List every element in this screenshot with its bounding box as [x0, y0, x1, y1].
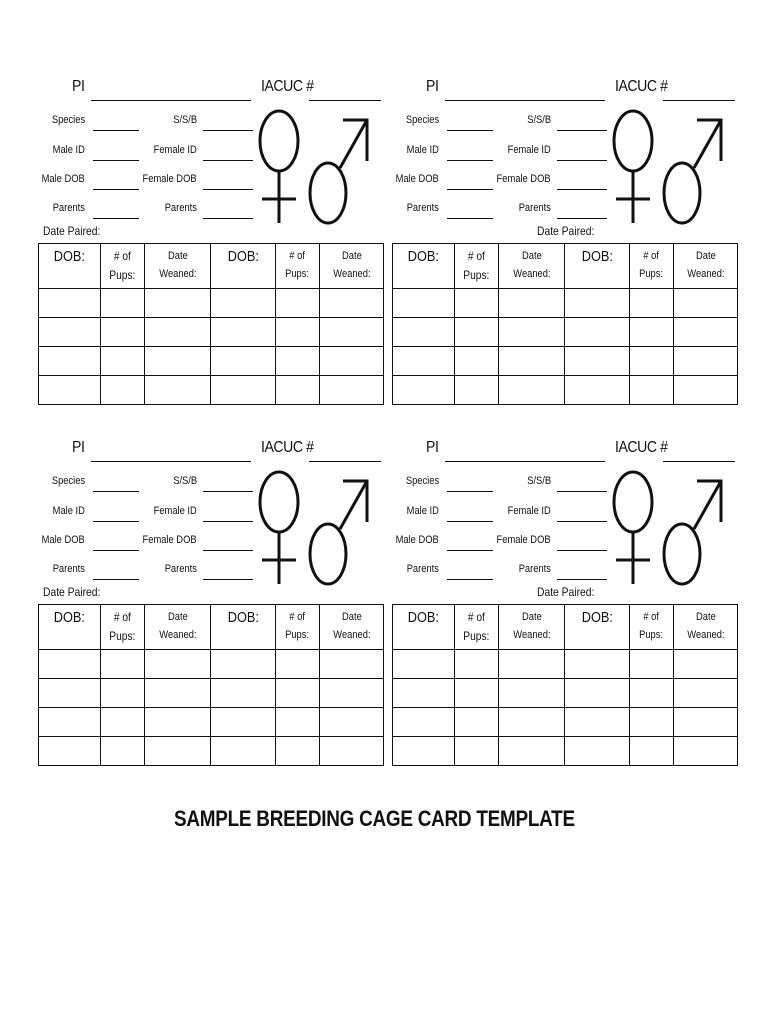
iacuc-field[interactable] [309, 461, 381, 462]
sex-symbols [255, 108, 371, 228]
female-id-field[interactable] [557, 521, 607, 522]
iacuc-label: IACUC # [615, 78, 668, 95]
species-field[interactable] [93, 491, 139, 492]
ssb-label: S/S/B [527, 114, 551, 126]
dob-header: DOB: [39, 605, 101, 650]
cage-card [391, 68, 737, 408]
pups-header: # of Pups: [101, 605, 145, 650]
table-row [393, 318, 738, 347]
table-row [39, 289, 384, 318]
species-field[interactable] [447, 130, 493, 131]
species-field[interactable] [447, 491, 493, 492]
female-symbol-icon [614, 111, 652, 223]
female-parents-field[interactable] [203, 218, 253, 219]
female-dob-label: Female DOB [142, 173, 197, 185]
dob-header: DOB: [39, 244, 101, 289]
pups-header: # of Pups: [455, 244, 499, 289]
weaned-header: Date Weaned: [320, 244, 384, 289]
male-id-label: Male ID [406, 144, 439, 156]
table-row [39, 708, 384, 737]
female-id-field[interactable] [203, 521, 253, 522]
male-parents-field[interactable] [447, 218, 493, 219]
ssb-label: S/S/B [173, 114, 197, 126]
date-paired-label: Date Paired: [43, 224, 101, 238]
female-dob-label: Female DOB [496, 173, 551, 185]
male-parents-field[interactable] [93, 218, 139, 219]
table-row [39, 347, 384, 376]
dob-header: DOB: [565, 244, 630, 289]
female-dob-field[interactable] [203, 189, 253, 190]
table-row [39, 737, 384, 766]
dob-header: DOB: [211, 244, 276, 289]
male-id-label: Male ID [52, 144, 85, 156]
parents-label: Parents [518, 563, 551, 575]
iacuc-label: IACUC # [261, 78, 314, 95]
ssb-field[interactable] [203, 491, 253, 492]
parents-label: Parents [406, 563, 439, 575]
male-id-field[interactable] [447, 521, 493, 522]
male-id-field[interactable] [447, 160, 493, 161]
male-dob-field[interactable] [93, 189, 139, 190]
iacuc-label: IACUC # [261, 439, 314, 456]
male-dob-field[interactable] [447, 550, 493, 551]
parents-label: Parents [164, 202, 197, 214]
litter-table [392, 604, 738, 766]
iacuc-label: IACUC # [615, 439, 668, 456]
female-parents-field[interactable] [557, 218, 607, 219]
sex-symbols [255, 469, 371, 589]
table-row [393, 679, 738, 708]
table-row [393, 289, 738, 318]
male-dob-label: Male DOB [395, 173, 439, 185]
ssb-label: S/S/B [527, 475, 551, 487]
male-symbol-icon [664, 120, 721, 223]
table-row [393, 347, 738, 376]
pi-field[interactable] [445, 461, 605, 462]
pi-label: PI [72, 78, 85, 95]
ssb-field[interactable] [203, 130, 253, 131]
species-label: Species [51, 114, 85, 126]
pups-header: # of Pups: [276, 605, 320, 650]
weaned-header: Date Weaned: [674, 244, 738, 289]
female-dob-label: Female DOB [142, 534, 197, 546]
female-id-field[interactable] [203, 160, 253, 161]
iacuc-field[interactable] [309, 100, 381, 101]
table-row [393, 737, 738, 766]
female-symbol-icon [260, 472, 298, 584]
pups-header: # of Pups: [630, 244, 674, 289]
parents-label: Parents [52, 202, 85, 214]
female-symbol-icon [614, 472, 652, 584]
cage-card [37, 68, 383, 408]
male-dob-field[interactable] [93, 550, 139, 551]
sex-symbols [609, 108, 725, 228]
litter-table [38, 243, 384, 405]
male-id-field[interactable] [93, 160, 139, 161]
litter-table [392, 243, 738, 405]
table-row [39, 318, 384, 347]
pi-label: PI [426, 439, 439, 456]
female-symbol-icon [260, 111, 298, 223]
female-id-label: Female ID [507, 505, 551, 517]
pups-header: # of Pups: [630, 605, 674, 650]
ssb-label: S/S/B [173, 475, 197, 487]
female-id-label: Female ID [153, 505, 197, 517]
dob-header: DOB: [211, 605, 276, 650]
female-parents-field[interactable] [557, 579, 607, 580]
male-parents-field[interactable] [447, 579, 493, 580]
weaned-header: Date Weaned: [145, 605, 211, 650]
parents-label: Parents [518, 202, 551, 214]
female-dob-field[interactable] [557, 189, 607, 190]
pups-header: # of Pups: [276, 244, 320, 289]
ssb-field[interactable] [557, 491, 607, 492]
date-paired-label: Date Paired: [537, 585, 595, 599]
litter-table [38, 604, 384, 766]
male-id-label: Male ID [52, 505, 85, 517]
table-row [393, 708, 738, 737]
pups-header: # of Pups: [455, 605, 499, 650]
table-row [393, 376, 738, 405]
date-paired-label: Date Paired: [43, 585, 101, 599]
weaned-header: Date Weaned: [320, 605, 384, 650]
male-dob-label: Male DOB [41, 534, 85, 546]
pi-label: PI [426, 78, 439, 95]
dob-header: DOB: [393, 605, 455, 650]
ssb-field[interactable] [557, 130, 607, 131]
weaned-header: Date Weaned: [145, 244, 211, 289]
table-row [393, 650, 738, 679]
species-label: Species [51, 475, 85, 487]
female-dob-field[interactable] [203, 550, 253, 551]
male-symbol-icon [310, 481, 367, 584]
female-id-field[interactable] [557, 160, 607, 161]
parents-label: Parents [406, 202, 439, 214]
table-row [39, 650, 384, 679]
parents-label: Parents [164, 563, 197, 575]
iacuc-field[interactable] [663, 100, 735, 101]
male-id-field[interactable] [93, 521, 139, 522]
table-row [39, 376, 384, 405]
female-dob-label: Female DOB [496, 534, 551, 546]
pi-field[interactable] [91, 461, 251, 462]
pi-label: PI [72, 439, 85, 456]
male-symbol-icon [310, 120, 367, 223]
sex-symbols [609, 469, 725, 589]
pups-header: # of Pups: [101, 244, 145, 289]
pi-field[interactable] [445, 100, 605, 101]
male-dob-field[interactable] [447, 189, 493, 190]
dob-header: DOB: [565, 605, 630, 650]
cage-card [37, 429, 383, 769]
weaned-header: Date Weaned: [499, 244, 565, 289]
male-symbol-icon [664, 481, 721, 584]
female-dob-field[interactable] [557, 550, 607, 551]
dob-header: DOB: [393, 244, 455, 289]
male-parents-field[interactable] [93, 579, 139, 580]
female-id-label: Female ID [153, 144, 197, 156]
species-label: Species [405, 114, 439, 126]
male-id-label: Male ID [406, 505, 439, 517]
parents-label: Parents [52, 563, 85, 575]
iacuc-field[interactable] [663, 461, 735, 462]
cage-card [391, 429, 737, 769]
female-id-label: Female ID [507, 144, 551, 156]
weaned-header: Date Weaned: [674, 605, 738, 650]
table-row [39, 679, 384, 708]
male-dob-label: Male DOB [395, 534, 439, 546]
date-paired-label: Date Paired: [537, 224, 595, 238]
male-dob-label: Male DOB [41, 173, 85, 185]
page-title: SAMPLE BREEDING CAGE CARD TEMPLATE [174, 806, 575, 831]
species-label: Species [405, 475, 439, 487]
pi-field[interactable] [91, 100, 251, 101]
species-field[interactable] [93, 130, 139, 131]
female-parents-field[interactable] [203, 579, 253, 580]
weaned-header: Date Weaned: [499, 605, 565, 650]
